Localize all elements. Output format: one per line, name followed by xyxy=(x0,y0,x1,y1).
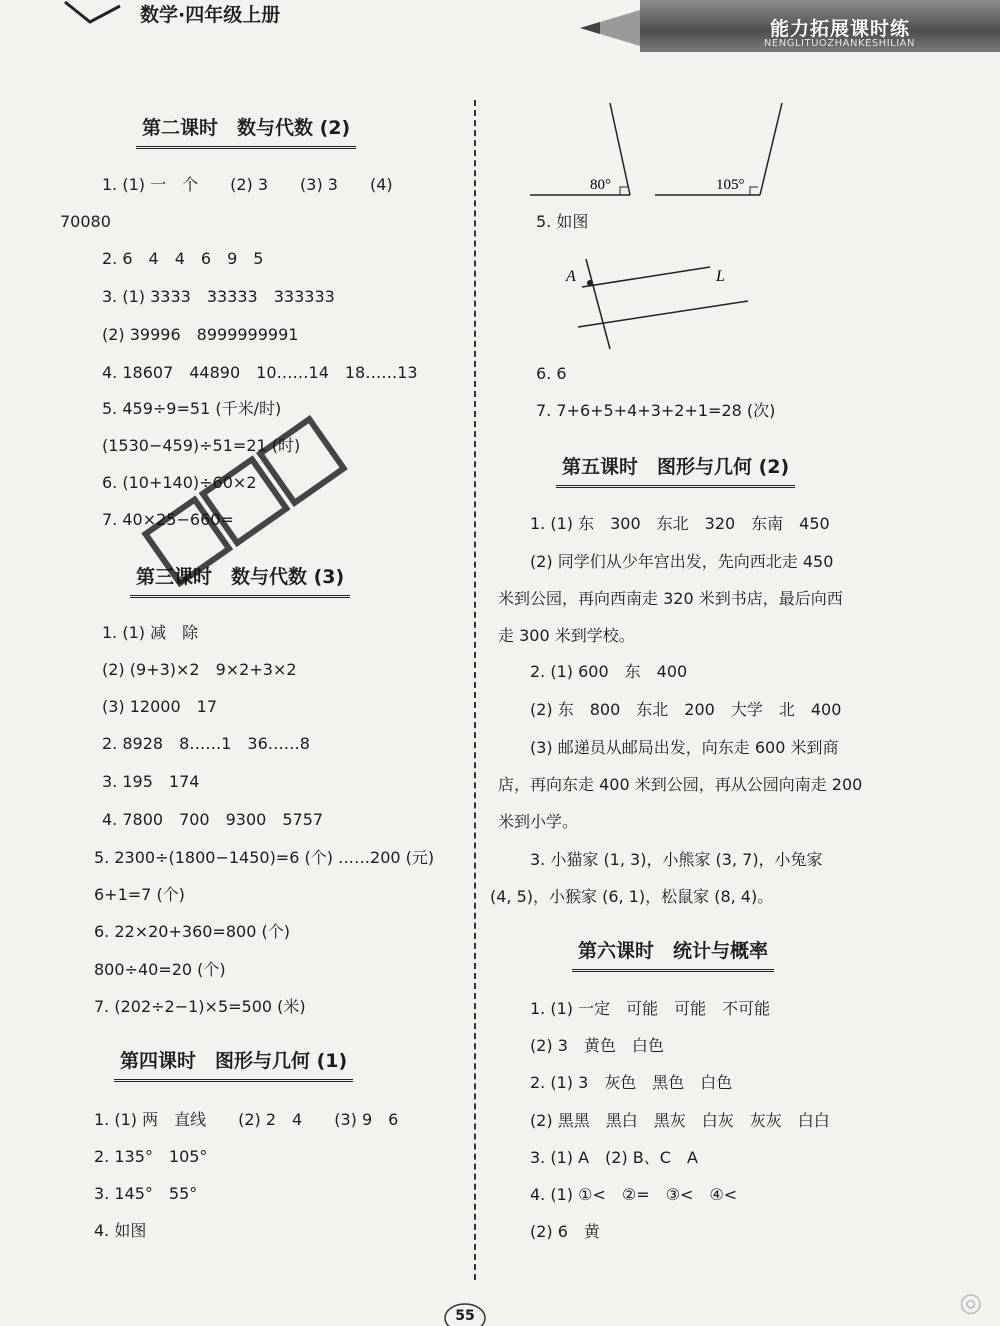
answer-line: 4. 7800 700 9300 5757 xyxy=(102,810,324,829)
answer-line: 800÷40=20 (个) xyxy=(94,960,226,979)
answer-line: 1. (1) 两 直线 (2) 2 4 (3) 9 6 xyxy=(94,1110,399,1129)
answer-line: 1. (1) 东 300 东北 320 东南 450 xyxy=(530,514,830,533)
answer-line: (2) 39996 8999999991 xyxy=(102,325,299,344)
angle-80-figure xyxy=(530,103,630,195)
answer-line: 1. (1) 减 除 xyxy=(102,623,199,642)
answer-line: (2) 同学们从少年宫出发，先向西北走 450 xyxy=(530,552,834,571)
page-number-text: 55 xyxy=(455,1308,475,1324)
answer-line: 米到公园，再向西南走 320 米到书店，最后向西 xyxy=(498,589,843,608)
answer-line: (4, 5)，小猴家 (6, 1)，松鼠家 (8, 4)。 xyxy=(490,887,774,906)
angle-105-figure xyxy=(655,103,782,195)
series-subtitle: NENGLITUOZHANKESHILIAN xyxy=(763,38,915,49)
angle-label-80: 80° xyxy=(590,177,611,193)
answer-line: 6. 6 xyxy=(536,364,567,383)
answer-line: 2. (1) 600 东 400 xyxy=(530,662,688,681)
point-label-A: A xyxy=(566,268,576,285)
answer-line: 2. (1) 3 灰色 黑色 白色 xyxy=(530,1073,733,1092)
section-heading-lesson3: 第三课时 数与代数 (3) xyxy=(130,562,350,598)
column-divider xyxy=(474,100,476,1280)
answer-line: 3. 145° 55° xyxy=(94,1184,198,1203)
answer-line: 走 300 米到学校。 xyxy=(498,626,635,645)
answer-line: 7. 40×25−660= xyxy=(102,510,234,529)
answer-line: 4. 如图 xyxy=(94,1221,147,1240)
answer-line: 店，再向东走 400 米到公园，再从公园向南走 200 xyxy=(498,775,863,794)
answer-line: 2. 135° 105° xyxy=(94,1147,208,1166)
answer-line: (3) 12000 17 xyxy=(102,697,218,716)
pencil-tip-icon xyxy=(580,0,640,52)
answer-line: 5. 2300÷(1800−1450)=6 (个) ……200 (元) xyxy=(94,848,435,867)
answer-line: 5. 459÷9=51 (千米/时) xyxy=(102,399,282,418)
book-title-text: 数学·四年级上册 xyxy=(140,4,281,26)
section-heading-lesson2: 第二课时 数与代数 (2) xyxy=(136,113,356,149)
answer-line: 3. (1) A (2) B、C A xyxy=(530,1148,698,1167)
answer-line: (2) 6 黄 xyxy=(530,1222,600,1241)
angle-figures xyxy=(520,95,840,205)
section-heading-lesson4: 第四课时 图形与几何 (1) xyxy=(114,1046,353,1082)
answer-line: 米到小学。 xyxy=(498,812,579,831)
answer-line: 4. 18607 44890 10……14 18……13 xyxy=(102,363,418,382)
answer-line: 7. (202÷2−1)×5=500 (米) xyxy=(94,997,306,1016)
answer-line: 3. 小猫家 (1, 3)，小熊家 (3, 7)，小兔家 xyxy=(530,850,823,869)
site-logo-icon: ◎ xyxy=(959,1288,982,1318)
answer-line: 5. 如图 xyxy=(536,212,589,231)
answer-line: 6+1=7 (个) xyxy=(94,885,185,904)
parallel-line-figure xyxy=(560,245,760,355)
answer-line: 4. (1) ①< ②= ③< ④< xyxy=(530,1185,738,1204)
series-banner xyxy=(640,0,1000,52)
book-title xyxy=(60,0,400,28)
answer-line: 6. 22×20+360=800 (个) xyxy=(94,922,290,941)
series-title: 能力拓展课时练 xyxy=(769,18,910,40)
answer-line: (3) 邮递员从邮局出发，向东走 600 米到商 xyxy=(530,738,839,757)
answer-line: 2. 6 4 4 6 9 5 xyxy=(102,249,264,268)
answer-line: (2) (9+3)×2 9×2+3×2 xyxy=(102,660,297,679)
section-heading-lesson6: 第六课时 统计与概率 xyxy=(572,936,774,972)
answer-line: 3. 195 174 xyxy=(102,772,200,791)
answer-line: (2) 3 黄色 白色 xyxy=(530,1036,664,1055)
answer-line: (2) 黑黑 黑白 黑灰 白灰 灰灰 白白 xyxy=(530,1111,830,1130)
pencil-swoosh-icon xyxy=(60,0,140,28)
answer-line: 1. (1) 一定 可能 可能 不可能 xyxy=(530,999,771,1018)
section-heading-lesson5: 第五课时 图形与几何 (2) xyxy=(556,452,795,488)
page-number xyxy=(440,1298,490,1326)
answer-line: 2. 8928 8……1 36……8 xyxy=(102,734,310,753)
answer-line: 7. 7+6+5+4+3+2+1=28 (次) xyxy=(536,401,776,420)
answer-line: (1530−459)÷51=21 (时) xyxy=(102,436,301,455)
line-label-L: L xyxy=(716,268,725,285)
answer-line: (2) 东 800 东北 200 大学 北 400 xyxy=(530,700,842,719)
answer-line: 70080 xyxy=(60,212,111,231)
answer-line: 3. (1) 3333 33333 333333 xyxy=(102,287,335,306)
answer-line: 6. (10+140)÷60×2 xyxy=(102,473,257,492)
angle-label-105: 105° xyxy=(716,177,745,193)
watermark-stamp-icon xyxy=(120,370,420,670)
answer-line: 1. (1) 一 个 (2) 3 (3) 3 (4) xyxy=(102,175,393,194)
